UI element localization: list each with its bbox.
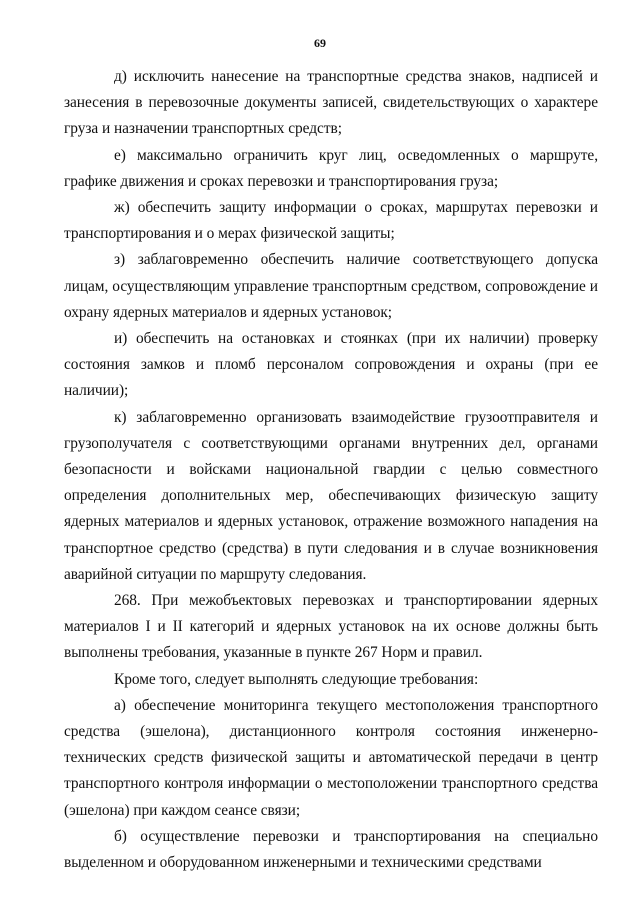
- page-number: 69: [314, 36, 326, 50]
- paragraph-k: к) заблаговременно организовать взаимодействие грузоотправителя и грузополучателя с соответствующими органами внутренних дел, органами безопасности и войсками национальной гвардии с целью совместного определения дополнительных мер, обеспечивающих физическую защиту ядерных материалов и ядерных установок, отражение возможного нападения на транспортное средство (средства) в пути следования и в случае возникновения аварийной ситуации по маршруту следования.: [64, 408, 598, 583]
- paragraph-additional-requirements: Кроме того, следует выполнять следующие требования:: [114, 670, 479, 688]
- paragraph-zh: ж) обеспечить защиту информации о сроках, маршрутах перевозки и транспортирования и о мерах физической защиты;: [64, 199, 598, 243]
- paragraph-e: е) максимально ограничить круг лиц, осведомленных о маршруте, графике движения и сроках перевозки и транспортирования груза;: [64, 146, 598, 190]
- paragraph-d: д) исключить нанесение на транспортные средства знаков, надписей и занесения в перевозочные документы записей, свидетельствующих о характере груза и назначении транспортных средств;: [64, 68, 598, 138]
- paragraph-i: и) обеспечить на остановках и стоянках (при их наличии) проверку состояния замков и пломб персоналом сопровождения и охраны (при ее наличии);: [64, 330, 598, 400]
- paragraph-z: з) заблаговременно обеспечить наличие соответствующего допуска лицам, осуществляющим управление транспортным средством, сопровождение и охрану ядерных материалов и ядерных установок;: [64, 251, 598, 321]
- paragraph-b: б) осуществление перевозки и транспортирования на специально выделенном и оборудованном инженерными и техническими средствами: [64, 827, 598, 872]
- paragraph-a: а) обеспечение мониторинга текущего местоположения транспортного средства (эшелона), дистанционного контроля состояния инженерно-технических средств физической защиты и автоматической передачи в центр транспортного контроля информации о местоположении транспортного средства (эшелона) при каждом сеансе связи;: [64, 696, 598, 819]
- paragraph-268: 268. При межобъектовых перевозках и транспортировании ядерных материалов I и II категорий и ядерных установок на их основе должны быть выполнены требования, указанные в пункте 267 Норм и правил.: [64, 592, 598, 662]
- document-body: [64, 64, 598, 876]
